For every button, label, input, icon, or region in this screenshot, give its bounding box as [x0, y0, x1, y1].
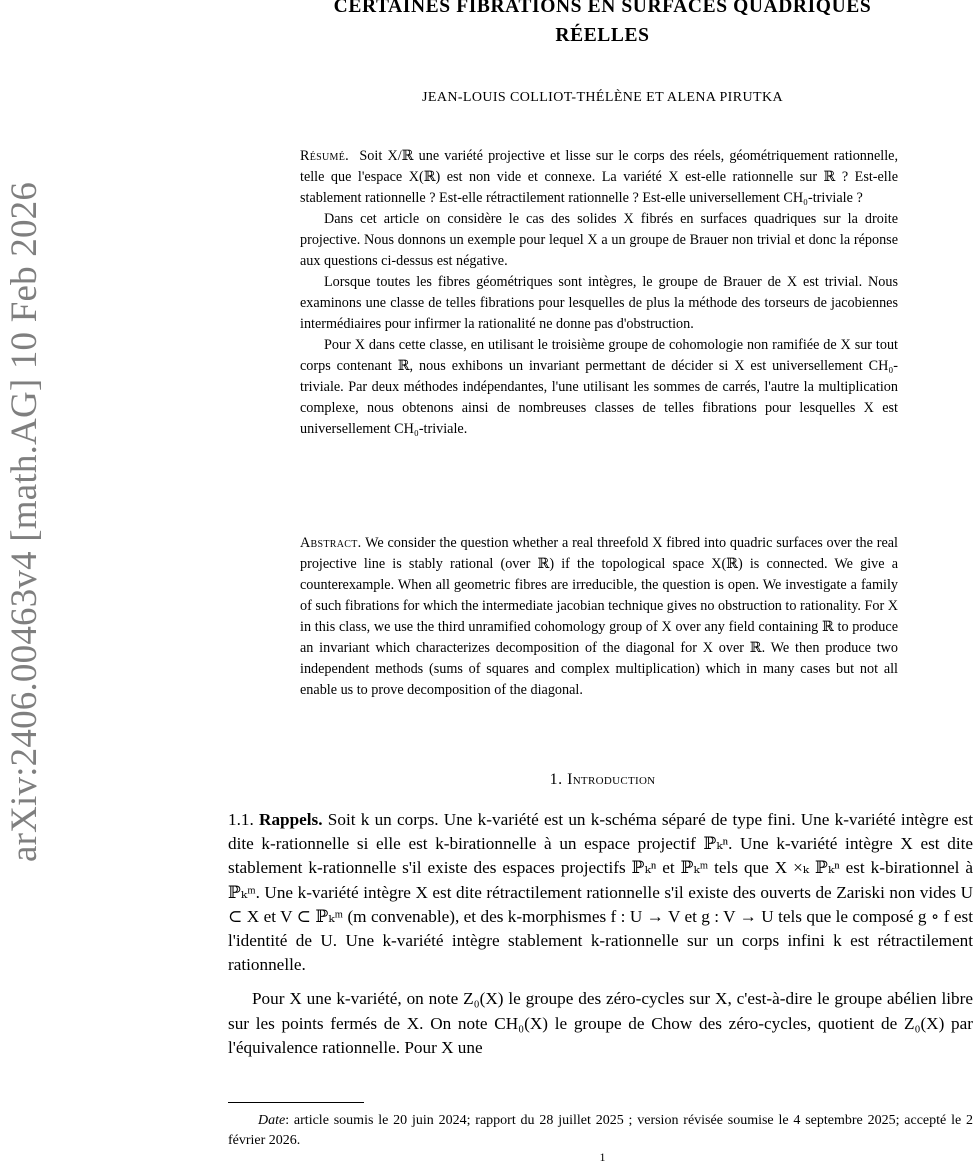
title-line-2: RÉELLES [555, 25, 650, 46]
abstract-text: We consider the question whether a real threefold X fibred into quadric surfaces over the real projective line is stably rational (over ℝ) if the topological space X(ℝ) is connected. We give a counterexample. When all geometric fibres are irreducible, the question is open. We investigate a family of such fibrations for which the intermediate jacobian technique gives no obstruction to rationality. For X in this class, we use the third unramified cohomology group of X over any field containing ℝ to produce an invariant which characterizes decomposition of the diagonal for X over ℝ. We then produce two independent methods (sums of squares and complex multiplication) which in many cases but not all enable us to prove decomposition of the diagonal. [300, 535, 898, 698]
resume-paragraph-3: Lorsque toutes les fibres géométriques sont intègres, le groupe de Brauer de X est trivial. Nous examinons une classe de telles fibrations pour lesquelles de plus la méthode des torseurs de jacobiennes intermédiaires pour infirmer la rationalité ne donne pas d'obstruction. [300, 274, 898, 332]
resume-paragraph-2: Dans cet article on considère le cas des solides X fibrés en surfaces quadriques sur la droite projective. Nous donnons un exemple pour lequel X a un groupe de Brauer non trivial et donc la réponse aux questions ci-dessus est négative. [300, 211, 898, 269]
abstract-block [300, 533, 898, 701]
title-line-1: CERTAINES FIBRATIONS EN SURFACES QUADRIQUES [333, 0, 872, 17]
resume-p1-text: Soit X/ℝ une variété projective et lisse sur le corps des réels, géométriquement rationnelle, telle que l'espace X(ℝ) est non vide et connexe. La variété X est-elle rationnelle sur ℝ ? Est-elle stablement rationnelle ? Est-elle rétractilement rationnelle ? Est-elle universellement CH₀-triviale ? [300, 148, 899, 206]
rappels-paragraph-1 [228, 808, 973, 977]
abstract-paragraph [300, 533, 898, 701]
footnote-rule [228, 1102, 364, 1103]
abstract-label: Abstract. [300, 535, 362, 551]
rappels-paragraph-2: Pour X une k-variété, on note Z₀(X) le groupe des zéro-cycles sur X, c'est-à-dire le groupe abélien libre sur les points fermés de X. On note CH₀(X) le groupe de Chow des zéro-cycles, quotient de Z₀(X) par l'équivalence rationnelle. Pour X une [228, 989, 973, 1057]
section-number: 1. [549, 771, 563, 788]
body-text [228, 808, 973, 1070]
resume-label: Résumé. [300, 148, 350, 164]
resume-paragraph-4: Pour X dans cette classe, en utilisant le troisième groupe de cohomologie non ramifiée de X sur tout corps contenant ℝ, nous exhibons un invariant permettant de décider si X est universellement CH₀-triviale. Par deux méthodes indépendantes, l'une utilisant les sommes de carrés, l'autre la multiplication complexe, nous obtenons ainsi de nombreuses classes de telles fibrations pour lesquelles X est universellement CH₀-triviale. [300, 337, 898, 437]
resume-block [300, 146, 898, 440]
authors: JEAN-LOUIS COLLIOT-THÉLÈNE ET ALENA PIRUTKA [422, 90, 783, 105]
subsection-heading: Rappels. [259, 810, 323, 829]
footnote [228, 1111, 973, 1151]
section-heading [230, 771, 973, 789]
footnote-label: Date [258, 1113, 286, 1128]
rappels-p1-text: Soit k un corps. Une k-variété est un k-schéma séparé de type fini. Une k-variété intègre est dite k-rationnelle si elle est k-birationnelle à un espace projectif ℙₖⁿ. Une k-variété intègre X est dite stablement k-rationnelle s'il existe des espaces projectifs ℙₖⁿ et ℙₖᵐ tels que X ×ₖ ℙₖⁿ est k-birationnel à ℙₖᵐ. Une k-variété intègre X est dite rétractilement rationnelle s'il existe des ouverts de Zariski non vides U ⊂ X et V ⊂ ℙₖᵐ (m convenable), et des k-morphismes f : U → V et g : V → U tels que le composé g ∘ f est l'identité de U. Une k-variété intègre stablement k-rationnelle sur un corps infini k est rétractilement rationnelle. [228, 810, 973, 975]
footnote-text: : article soumis le 20 juin 2024; rapport du 28 juillet 2025 ; version révisée soumise le 4 septembre 2025; accepté le 2 février 2026. [228, 1113, 973, 1148]
arxiv-identifier-stamp: arXiv:2406.00463v4 [math.AG] 10 Feb 2026 [4, 181, 45, 863]
resume-paragraph-1 [300, 146, 898, 209]
page-number: 1 [599, 1150, 606, 1164]
paper-title [230, 0, 973, 50]
subsection-number: 1.1. [228, 810, 254, 829]
section-title: Introduction [567, 771, 656, 788]
